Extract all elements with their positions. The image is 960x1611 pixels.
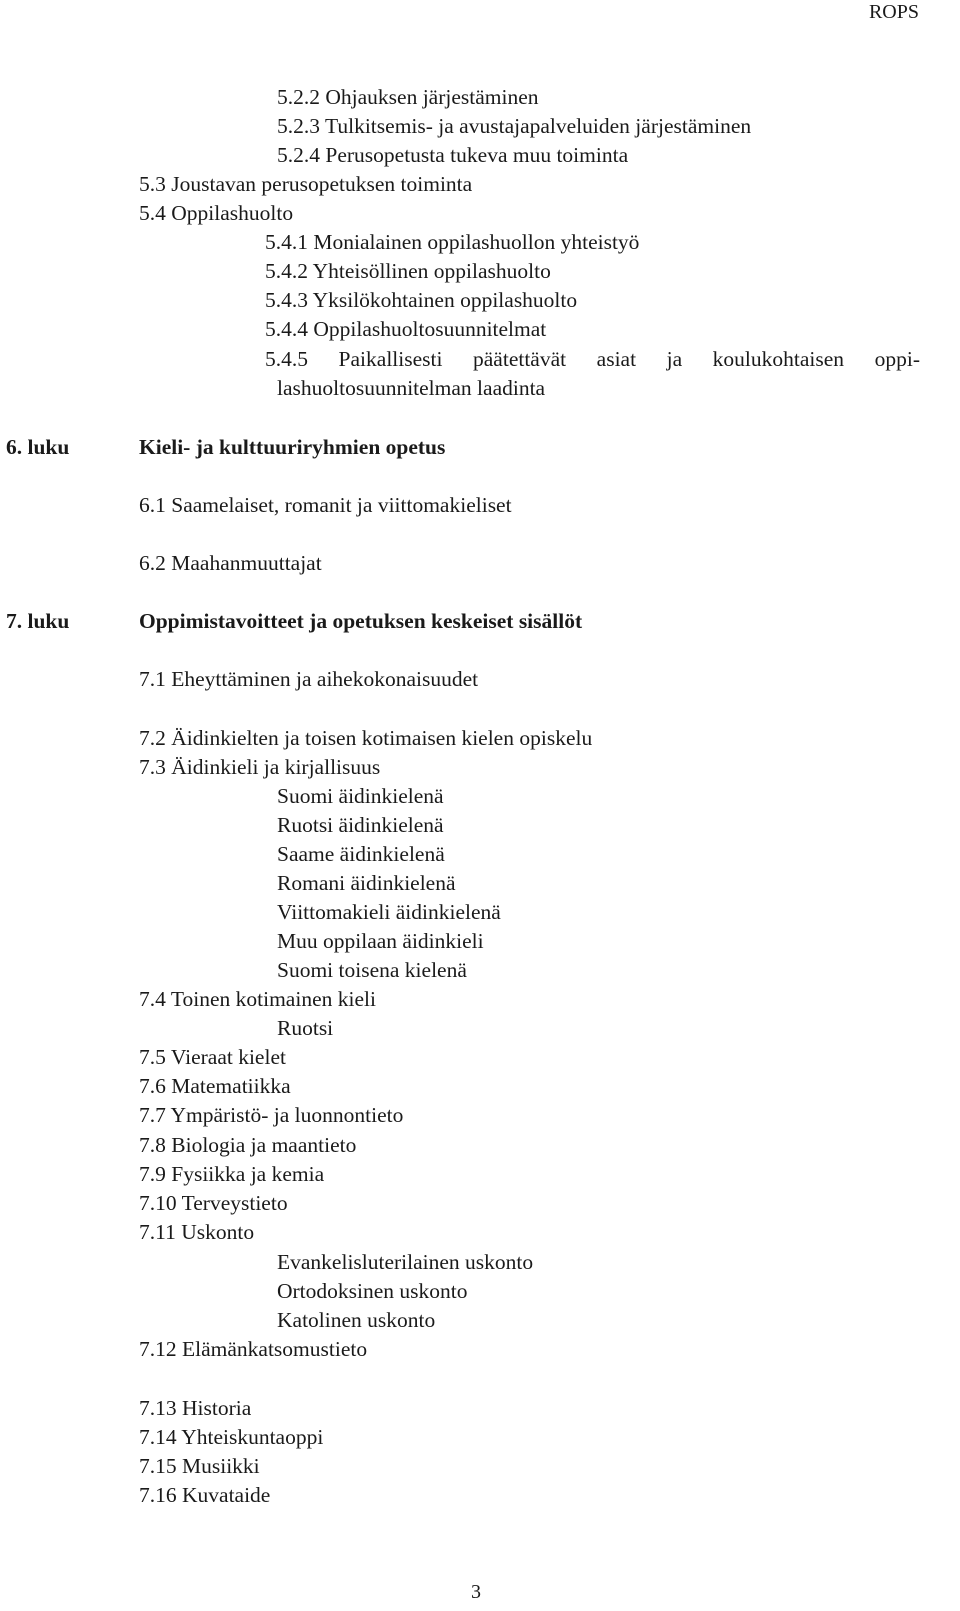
toc-entry-7-13: 7.13 Historia [139,1396,252,1420]
toc-entry-5-4-4: 5.4.4 Oppilashuoltosuunnitelmat [265,317,547,341]
toc-entry-5-4-5: 5.4.5 Paikallisesti päätettävät asiat ja koulukohtaisen oppi- [265,347,920,371]
toc-subentry: Suomi äidinkielenä [277,784,444,808]
toc-entry-7-16: 7.16 Kuvataide [139,1483,271,1507]
toc-entry-5-2-2: 5.2.2 Ohjauksen järjestäminen [277,85,539,109]
chapter-6-title: Kieli- ja kulttuuriryhmien opetus [139,435,446,459]
chapter-6-label: 6. luku [6,435,70,459]
chapter-7-label: 7. luku [6,609,70,633]
toc-subentry: Evankelisluterilainen uskonto [277,1250,534,1274]
toc-entry-5-4: 5.4 Oppilashuolto [139,201,294,225]
toc-entry-7-8: 7.8 Biologia ja maantieto [139,1133,357,1157]
toc-entry-7-6: 7.6 Matematiikka [139,1074,291,1098]
toc-subentry: Ortodoksinen uskonto [277,1279,468,1303]
toc-entry-5-4-5-continued: lashuoltosuunnitelman laadinta [277,376,546,400]
toc-entry-7-15: 7.15 Musiikki [139,1454,260,1478]
page-number: 3 [471,1581,481,1603]
toc-subentry: Muu oppilaan äidinkieli [277,929,484,953]
toc-subentry: Saame äidinkielenä [277,842,445,866]
toc-subentry: Ruotsi [277,1016,334,1040]
toc-entry-7-2: 7.2 Äidinkielten ja toisen kotimaisen kielen opiskelu [139,726,593,750]
toc-entry-7-14: 7.14 Yhteiskuntaoppi [139,1425,324,1449]
toc-subentry: Suomi toisena kielenä [277,958,467,982]
toc-entry-7-11: 7.11 Uskonto [139,1220,255,1244]
toc-entry-5-2-4: 5.2.4 Perusopetusta tukeva muu toiminta [277,143,629,167]
toc-entry-5-4-2: 5.4.2 Yhteisöllinen oppilashuolto [265,259,551,283]
toc-subentry: Romani äidinkielenä [277,871,456,895]
toc-entry-7-4: 7.4 Toinen kotimainen kieli [139,987,376,1011]
toc-entry-5-4-1: 5.4.1 Monialainen oppilashuollon yhteistyö [265,230,640,254]
chapter-7-title: Oppimistavoitteet ja opetuksen keskeiset sisällöt [139,609,583,633]
toc-entry-7-7: 7.7 Ympäristö- ja luonnontieto [139,1103,404,1127]
toc-entry-7-3: 7.3 Äidinkieli ja kirjallisuus [139,755,381,779]
toc-entry-5-3: 5.3 Joustavan perusopetuksen toiminta [139,172,473,196]
toc-entry-7-9: 7.9 Fysiikka ja kemia [139,1162,325,1186]
toc-entry-7-5: 7.5 Vieraat kielet [139,1045,286,1069]
toc-entry-7-12: 7.12 Elämänkatsomustieto [139,1337,368,1361]
toc-entry-7-10: 7.10 Terveystieto [139,1191,288,1215]
toc-subentry: Katolinen uskonto [277,1308,436,1332]
toc-entry-5-4-3: 5.4.3 Yksilökohtainen oppilashuolto [265,288,578,312]
toc-entry-5-2-3: 5.2.3 Tulkitsemis- ja avustajapalveluiden järjestäminen [277,114,752,138]
toc-entry-7-1: 7.1 Eheyttäminen ja aihekokonaisuudet [139,667,479,691]
toc-entry-6-2: 6.2 Maahanmuuttajat [139,551,322,575]
toc-subentry: Ruotsi äidinkielenä [277,813,444,837]
running-header: ROPS [868,1,919,23]
toc-entry-6-1: 6.1 Saamelaiset, romanit ja viittomakieliset [139,493,512,517]
toc-subentry: Viittomakieli äidinkielenä [277,900,501,924]
